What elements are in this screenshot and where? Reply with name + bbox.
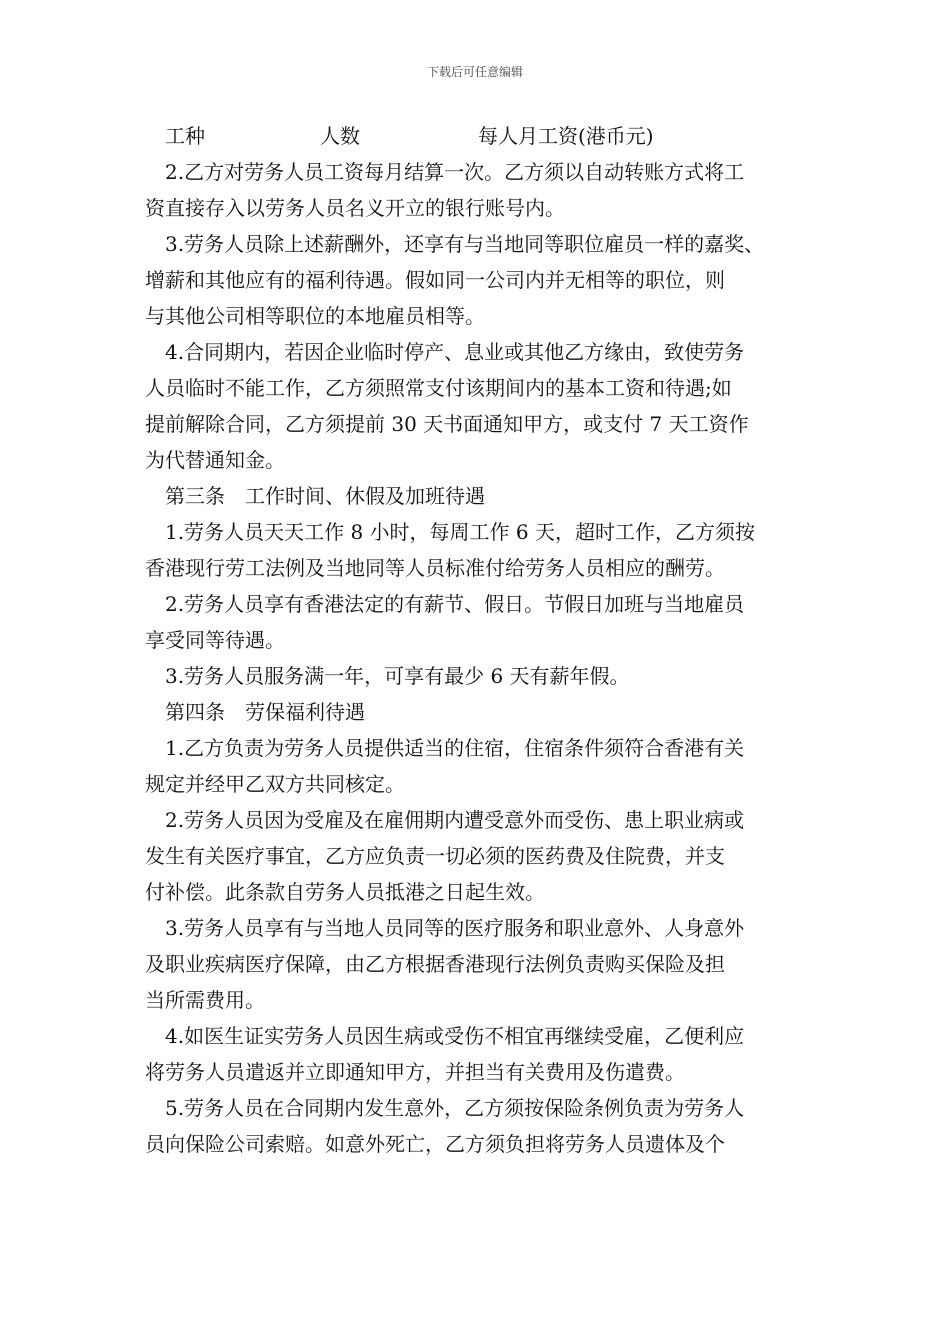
text-line: 4.如医生证实劳务人员因生病或受伤不相宜再继续受雇，乙便利应 [165, 1024, 745, 1048]
text-line: 香港现行劳工法例及当地同等人员标准付给劳务人员相应的酬劳。 [145, 556, 725, 580]
text-line: 人员临时不能工作，乙方须照常支付该期间内的基本工资和待遇;如 [145, 376, 732, 400]
text-line: 发生有关医疗事宜，乙方应负责一切必须的医药费及住院费，并支 [145, 844, 725, 868]
text-line: 3.劳务人员服务满一年，可享有最少 6 天有薪年假。 [165, 664, 630, 688]
text-line: 规定并经甲乙双方共同核定。 [145, 772, 405, 796]
wage-table-header [145, 118, 820, 154]
text-line: 3.劳务人员享有与当地人员同等的医疗服务和职业意外、人身意外 [165, 916, 745, 940]
text-line: 员向保险公司索赔。如意外死亡，乙方须负担将劳务人员遗体及个 [145, 1132, 725, 1156]
column-monthly-wage: 每人月工资(港币元) [478, 124, 654, 148]
text-line: 5.劳务人员在合同期内发生意外，乙方须按保险条例负责为劳务人 [165, 1096, 745, 1120]
page-header: 下载后可任意编辑 [426, 65, 523, 79]
column-job-type: 工种 [165, 124, 205, 148]
text-line: 4.合同期内，若因企业临时停产、息业或其他乙方缘由，致使劳务 [165, 340, 745, 364]
text-line: 及职业疾病医疗保障，由乙方根据香港现行法例负责购买保险及担 [145, 952, 725, 976]
column-headcount: 人数 [320, 124, 360, 148]
section-heading: 第四条 劳保福利待遇 [165, 700, 365, 724]
text-line: 3.劳务人员除上述薪酬外，还享有与当地同等职位雇员一样的嘉奖、 [165, 232, 765, 256]
text-line: 与其他公司相等职位的本地雇员相等。 [145, 304, 485, 328]
text-line: 2.劳务人员因为受雇及在雇佣期内遭受意外而受伤、患上职业病或 [165, 808, 745, 832]
text-line: 付补偿。此条款自劳务人员抵港之日起生效。 [145, 880, 545, 904]
text-line: 为代替通知金。 [145, 448, 285, 472]
text-line: 当所需费用。 [145, 988, 265, 1012]
text-line: 将劳务人员遣返并立即通知甲方，并担当有关费用及伤遣费。 [145, 1060, 685, 1084]
text-line: 资直接存入以劳务人员名义开立的银行账号内。 [145, 196, 565, 220]
document-body [145, 118, 820, 1162]
section-heading: 第三条 工作时间、休假及加班待遇 [165, 484, 485, 508]
text-line: 增薪和其他应有的福利待遇。假如同一公司内并无相等的职位，则 [145, 268, 725, 292]
text-line: 享受同等待遇。 [145, 628, 285, 652]
text-line: 2.乙方对劳务人员工资每月结算一次。乙方须以自动转账方式将工 [165, 160, 745, 184]
text-line: 1.乙方负责为劳务人员提供适当的住宿，住宿条件须符合香港有关 [165, 736, 745, 760]
text-line: 1.劳务人员天天工作 8 小时，每周工作 6 天，超时工作，乙方须按 [165, 520, 755, 544]
text-line: 2.劳务人员享有香港法定的有薪节、假日。节假日加班与当地雇员 [165, 592, 745, 616]
text-line: 提前解除合同，乙方须提前 30 天书面通知甲方，或支付 7 天工资作 [145, 412, 749, 436]
